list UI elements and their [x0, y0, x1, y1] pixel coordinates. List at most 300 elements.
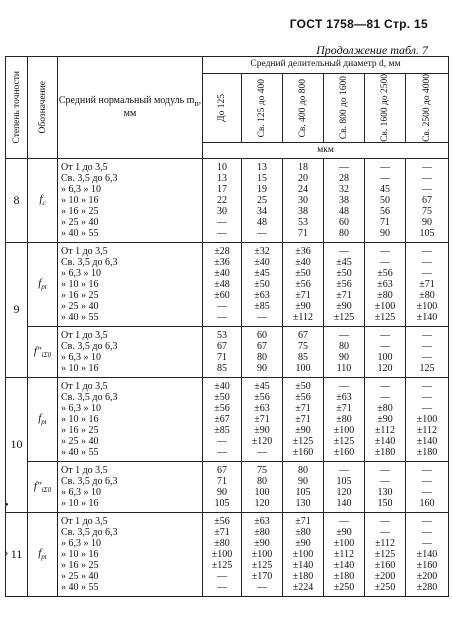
tolerance-value: ±100 [251, 548, 273, 560]
table-continuation-label: Продолжение табл. 7 [316, 43, 428, 57]
tolerance-value: — [380, 245, 390, 257]
tolerance-value: ±80 [214, 537, 230, 549]
tolerance-value: ±100 [416, 300, 438, 312]
value-cell [406, 158, 449, 242]
table-row [6, 158, 449, 242]
tolerance-value: 100 [377, 351, 393, 363]
tolerance-value: ±100 [333, 424, 355, 436]
tolerance-value: — [422, 402, 432, 414]
module-range: » 16 » 25 [61, 424, 99, 436]
tolerance-value: ±140 [333, 559, 355, 571]
tolerance-value: ±125 [374, 548, 396, 560]
tolerance-value: 17 [217, 183, 227, 195]
tolerance-value: 80 [298, 464, 308, 476]
value-cell [324, 242, 365, 326]
tolerance-value: ±80 [336, 413, 352, 425]
value-cell [283, 512, 324, 596]
degree-cell: 10 [6, 377, 28, 512]
tolerance-value: ±71 [295, 402, 311, 414]
tolerance-value: ±170 [251, 570, 273, 582]
tolerance-value: — [339, 515, 349, 527]
tolerance-value: 10 [217, 161, 227, 173]
tolerance-value: — [339, 380, 349, 392]
tolerance-value: — [422, 172, 432, 184]
module-range: Св. 3,5 до 6,3 [61, 391, 118, 403]
tolerance-value: ±48 [214, 278, 230, 290]
tolerance-value: 22 [217, 194, 227, 206]
tolerance-value: 105 [336, 475, 352, 487]
tolerance-value: 53 [298, 216, 308, 228]
degree-cell: 11 [6, 512, 28, 596]
value-cell [365, 326, 406, 377]
module-range: » 10 » 16 [61, 497, 99, 509]
module-range: Св. 3,5 до 6,3 [61, 340, 118, 352]
tolerance-value: 80 [339, 340, 349, 352]
value-cell [283, 461, 324, 512]
tolerance-value: ±90 [295, 537, 311, 549]
tolerance-value: ±140 [416, 311, 438, 323]
tolerance-value: 25 [257, 194, 267, 206]
module-range: От 1 до 3,5 [61, 464, 108, 476]
value-cell [406, 326, 449, 377]
tolerance-value: 67 [422, 194, 432, 206]
value-cell [365, 461, 406, 512]
designation-cell: $f''_{i\Sigma 0}$ [28, 461, 58, 512]
diameter-col-header: Св. 800 до 1600 [324, 74, 365, 143]
tolerance-value: ±56 [214, 402, 230, 414]
module-range: » 10 » 16 [61, 278, 99, 290]
tolerance-value: ±50 [214, 391, 230, 403]
module-range: » 6,3 » 10 [61, 267, 101, 279]
value-cell [406, 512, 449, 596]
tolerance-value: — [257, 581, 267, 593]
tolerance-value: ±180 [416, 446, 438, 458]
tolerance-value: — [422, 475, 432, 487]
value-cell [406, 461, 449, 512]
module-range: » 6,3 » 10 [61, 402, 101, 414]
module-range: » 25 » 40 [61, 216, 99, 228]
value-cell [242, 242, 283, 326]
module-range: » 40 » 55 [61, 581, 99, 593]
tolerance-value: — [380, 340, 390, 352]
tolerance-value: ±90 [254, 537, 270, 549]
tolerance-value: ±160 [333, 446, 355, 458]
tolerance-value: 105 [295, 486, 311, 498]
tolerance-value: — [339, 464, 349, 476]
value-cell [324, 377, 365, 461]
tolerance-value: — [257, 311, 267, 323]
degree-cell: 9 [6, 242, 28, 377]
tolerance-value: — [217, 581, 227, 593]
tolerance-value: 38 [298, 205, 308, 217]
tolerance-value: 34 [257, 205, 267, 217]
tolerance-value: 18 [298, 161, 308, 173]
tolerance-value: 90 [422, 216, 432, 228]
tolerance-value: ±140 [374, 435, 396, 447]
tolerance-value: 125 [419, 362, 435, 374]
tolerance-value: 71 [380, 216, 390, 228]
tolerance-value: 19 [257, 183, 267, 195]
diameter-col-header: Св. 125 до 400 [242, 74, 283, 143]
tolerance-value: ±112 [292, 311, 314, 323]
unit-header: мкм [203, 142, 449, 158]
module-range: » 16 » 25 [61, 205, 99, 217]
tolerance-value: — [380, 475, 390, 487]
tolerance-value: ±100 [292, 548, 314, 560]
value-cell [324, 461, 365, 512]
tolerance-value: 90 [380, 227, 390, 239]
module-range: » 10 » 16 [61, 548, 99, 560]
margin-mark: › [5, 548, 9, 559]
tolerance-value: 85 [298, 351, 308, 363]
module-range-cell [58, 242, 203, 326]
tolerance-value: 130 [377, 486, 393, 498]
designation-header: Обозначение [28, 57, 58, 159]
value-cell [242, 377, 283, 461]
tolerance-value: ±112 [333, 548, 355, 560]
tolerance-value: ±32 [254, 245, 270, 257]
tolerance-value: — [217, 227, 227, 239]
tolerance-value: 150 [377, 497, 393, 509]
tolerance-value: ±40 [295, 256, 311, 268]
tolerance-value: 105 [214, 497, 230, 509]
tolerance-value: ±56 [214, 515, 230, 527]
tolerance-value: ±71 [295, 289, 311, 301]
tolerance-value: ±67 [214, 413, 230, 425]
tolerance-value: ±71 [214, 526, 230, 538]
module-range: » 40 » 55 [61, 227, 99, 239]
tolerance-value: ±160 [416, 559, 438, 571]
module-range: » 10 » 16 [61, 413, 99, 425]
tolerance-value: 71 [298, 227, 308, 239]
tolerance-value: — [422, 329, 432, 341]
module-range: Св. 3,5 до 6,3 [61, 475, 118, 487]
tolerance-value: — [217, 446, 227, 458]
value-cell [203, 512, 242, 596]
tolerance-value: ±63 [336, 391, 352, 403]
tolerance-value: ±250 [374, 581, 396, 593]
module-range: » 10 » 16 [61, 194, 99, 206]
tolerance-value: 30 [298, 194, 308, 206]
tolerance-value: ±90 [336, 300, 352, 312]
tolerance-value: ±56 [336, 278, 352, 290]
tolerance-value: — [257, 227, 267, 239]
tolerance-value: ±36 [214, 256, 230, 268]
tolerance-value: ±180 [374, 446, 396, 458]
tolerance-value: ±125 [292, 435, 314, 447]
module-range: » 40 » 55 [61, 311, 99, 323]
tolerance-value: ±250 [333, 581, 355, 593]
tolerance-value: — [217, 300, 227, 312]
tolerance-value: ±50 [295, 380, 311, 392]
tolerance-value: — [422, 183, 432, 195]
tolerance-value: ±140 [416, 435, 438, 447]
tolerance-value: ±125 [374, 311, 396, 323]
tolerance-value: ±125 [333, 435, 355, 447]
tolerance-value: 48 [257, 216, 267, 228]
tolerance-value: 48 [339, 205, 349, 217]
tolerance-value: — [339, 329, 349, 341]
module-range: От 1 до 3,5 [61, 515, 108, 527]
module-range: От 1 до 3,5 [61, 245, 108, 257]
designation-cell: $f''_{i\Sigma 0}$ [28, 326, 58, 377]
table-row [6, 512, 449, 596]
tolerance-value: ±40 [254, 256, 270, 268]
tolerance-value: — [422, 391, 432, 403]
value-cell [242, 512, 283, 596]
tolerance-value: 75 [298, 340, 308, 352]
tolerance-value: ±125 [333, 311, 355, 323]
tolerance-value: 30 [217, 205, 227, 217]
tolerance-value: — [217, 216, 227, 228]
module-range-cell [58, 461, 203, 512]
tolerance-value: 67 [298, 329, 308, 341]
tolerance-value: — [380, 172, 390, 184]
tolerance-value: 100 [295, 362, 311, 374]
tolerance-value: ±112 [416, 424, 438, 436]
tolerance-value: 71 [217, 351, 227, 363]
tolerance-value: ±112 [374, 537, 396, 549]
table-row [6, 326, 449, 377]
tolerance-value: ±100 [333, 537, 355, 549]
module-range-cell [58, 377, 203, 461]
tolerance-value: 90 [339, 351, 349, 363]
tolerance-value: — [380, 515, 390, 527]
tolerance-value: ±40 [214, 380, 230, 392]
tolerance-value: ±112 [374, 424, 396, 436]
module-range: » 25 » 40 [61, 435, 99, 447]
module-range: » 40 » 55 [61, 446, 99, 458]
tolerance-value: 53 [217, 329, 227, 341]
tolerance-value: ±200 [374, 570, 396, 582]
tolerance-value: ±120 [251, 435, 273, 447]
tolerance-value: ±71 [295, 413, 311, 425]
tolerance-value: 50 [380, 194, 390, 206]
tolerance-value: 71 [217, 475, 227, 487]
tolerance-value: ±71 [254, 413, 270, 425]
tolerance-value: ±200 [416, 570, 438, 582]
value-cell [283, 158, 324, 242]
value-cell [324, 158, 365, 242]
tolerance-value: ±28 [214, 245, 230, 257]
tolerance-value: 80 [257, 351, 267, 363]
tolerance-value: 45 [380, 183, 390, 195]
module-range: » 16 » 25 [61, 559, 99, 571]
diameter-col-header: Св. 400 до 800 [283, 74, 324, 143]
tolerance-value: 15 [257, 172, 267, 184]
tolerance-value: — [217, 435, 227, 447]
tolerance-value: 105 [419, 227, 435, 239]
tolerance-value: 75 [422, 205, 432, 217]
value-cell [242, 326, 283, 377]
value-cell [203, 377, 242, 461]
tolerance-value: ±100 [416, 413, 438, 425]
tolerance-value: 13 [257, 161, 267, 173]
value-cell [406, 242, 449, 326]
tolerance-value: — [380, 329, 390, 341]
page-header: ГОСТ 1758—81 Стр. 15 [289, 17, 428, 31]
tolerance-value: 60 [339, 216, 349, 228]
tolerance-value: 13 [217, 172, 227, 184]
value-cell [365, 377, 406, 461]
value-cell [324, 512, 365, 596]
module-range-cell [58, 158, 203, 242]
module-range: » 10 » 16 [61, 362, 99, 374]
tolerance-table [5, 56, 449, 597]
diameter-group-header: Средний делительный диаметр d, мм [203, 57, 449, 74]
tolerance-value: — [422, 351, 432, 363]
tolerance-value: ±63 [254, 289, 270, 301]
tolerance-value: 67 [257, 340, 267, 352]
tolerance-value: 120 [254, 497, 270, 509]
tolerance-value: ±224 [292, 581, 314, 593]
designation-cell: $f_{pt}$ [28, 512, 58, 596]
tolerance-value: 80 [339, 227, 349, 239]
tolerance-value: ±80 [377, 402, 393, 414]
module-range: » 6,3 » 10 [61, 486, 101, 498]
tolerance-value: ±45 [254, 380, 270, 392]
tolerance-value: ±71 [419, 278, 435, 290]
tolerance-value: ±280 [416, 581, 438, 593]
tolerance-value: 67 [217, 340, 227, 352]
tolerance-value: ±125 [211, 559, 233, 571]
value-cell [242, 461, 283, 512]
module-range: » 25 » 40 [61, 570, 99, 582]
module-range: От 1 до 3,5 [61, 380, 108, 392]
tolerance-value: 100 [254, 486, 270, 498]
tolerance-value: ±90 [377, 413, 393, 425]
module-range: Св. 3,5 до 6,3 [61, 256, 118, 268]
module-range: » 25 » 40 [61, 300, 99, 312]
module-header: Средний нормальный модуль $m_n$, мм [58, 57, 203, 159]
tolerance-value: 90 [217, 486, 227, 498]
value-cell [203, 242, 242, 326]
designation-cell: $f_{pt}$ [28, 377, 58, 461]
tolerance-value: ±71 [295, 515, 311, 527]
tolerance-value: ±100 [211, 548, 233, 560]
tolerance-value: 90 [298, 475, 308, 487]
tolerance-value: ±71 [336, 289, 352, 301]
value-cell [203, 158, 242, 242]
tolerance-value: ±50 [336, 267, 352, 279]
tolerance-value: 24 [298, 183, 308, 195]
table-row [6, 461, 449, 512]
value-cell [365, 242, 406, 326]
tolerance-value: ±100 [374, 300, 396, 312]
tolerance-value: — [422, 537, 432, 549]
tolerance-value: 120 [377, 362, 393, 374]
tolerance-value: ±85 [254, 300, 270, 312]
tolerance-value: 160 [419, 497, 435, 509]
diameter-col-header: Св. 2500 до 4000 [406, 74, 449, 143]
tolerance-value: — [380, 391, 390, 403]
tolerance-value: ±56 [295, 391, 311, 403]
degree-cell: 8 [6, 158, 28, 242]
value-cell [406, 377, 449, 461]
tolerance-value: ±90 [295, 424, 311, 436]
tolerance-value: — [422, 515, 432, 527]
tolerance-value: — [422, 256, 432, 268]
tolerance-value: 120 [336, 486, 352, 498]
tolerance-value: ±85 [214, 424, 230, 436]
tolerance-value: — [217, 311, 227, 323]
value-cell [242, 158, 283, 242]
module-range: » 6,3 » 10 [61, 183, 101, 195]
tolerance-value: ±125 [251, 559, 273, 571]
value-cell [203, 461, 242, 512]
value-cell [324, 326, 365, 377]
tolerance-value: 67 [217, 464, 227, 476]
tolerance-value: ±40 [214, 267, 230, 279]
module-range: » 6,3 » 10 [61, 351, 101, 363]
tolerance-value: ±36 [295, 245, 311, 257]
tolerance-value: ±56 [377, 267, 393, 279]
tolerance-value: 32 [339, 183, 349, 195]
value-cell [203, 326, 242, 377]
tolerance-value: — [380, 380, 390, 392]
tolerance-value: ±90 [336, 526, 352, 538]
degree-header: Степень точности [6, 57, 28, 159]
tolerance-value: — [217, 570, 227, 582]
tolerance-value: — [422, 245, 432, 257]
tolerance-value: 130 [295, 497, 311, 509]
tolerance-value: — [422, 267, 432, 279]
tolerance-value: ±80 [377, 289, 393, 301]
module-range-cell [58, 512, 203, 596]
tolerance-value: 80 [257, 475, 267, 487]
tolerance-value: ±160 [292, 446, 314, 458]
tolerance-value: ±63 [377, 278, 393, 290]
tolerance-value: 60 [257, 329, 267, 341]
tolerance-value: — [339, 245, 349, 257]
tolerance-value: ±56 [254, 391, 270, 403]
tolerance-value: ±80 [419, 289, 435, 301]
tolerance-value: 20 [298, 172, 308, 184]
tolerance-value: — [380, 526, 390, 538]
tolerance-value: 38 [339, 194, 349, 206]
designation-cell: $f_{pt}$ [28, 242, 58, 326]
value-cell [365, 158, 406, 242]
tolerance-value: ±50 [254, 278, 270, 290]
tolerance-value: ±140 [292, 559, 314, 571]
tolerance-value: ±60 [214, 289, 230, 301]
tolerance-value: ±90 [254, 424, 270, 436]
designation-cell: $f_c$ [28, 158, 58, 242]
table-body [6, 158, 449, 596]
module-range: » 16 » 25 [61, 289, 99, 301]
tolerance-value: — [422, 340, 432, 352]
tolerance-value: ±140 [416, 548, 438, 560]
tolerance-value: ±45 [336, 256, 352, 268]
tolerance-value: — [422, 161, 432, 173]
tolerance-value: 85 [217, 362, 227, 374]
module-range: Св. 3,5 до 6,3 [61, 172, 118, 184]
module-range: От 1 до 3,5 [61, 161, 108, 173]
tolerance-value: ±180 [333, 570, 355, 582]
tolerance-value: ±56 [295, 278, 311, 290]
tolerance-value: ±90 [295, 300, 311, 312]
table-row [6, 377, 449, 461]
tolerance-value: — [380, 161, 390, 173]
diameter-col-header: Св. 1600 до 2500 [365, 74, 406, 143]
module-range: Св. 3,5 до 6,3 [61, 526, 118, 538]
tolerance-value: 140 [336, 497, 352, 509]
value-cell [283, 242, 324, 326]
tolerance-value: ±63 [254, 515, 270, 527]
value-cell [283, 377, 324, 461]
value-cell [365, 512, 406, 596]
tolerance-value: ±63 [254, 402, 270, 414]
